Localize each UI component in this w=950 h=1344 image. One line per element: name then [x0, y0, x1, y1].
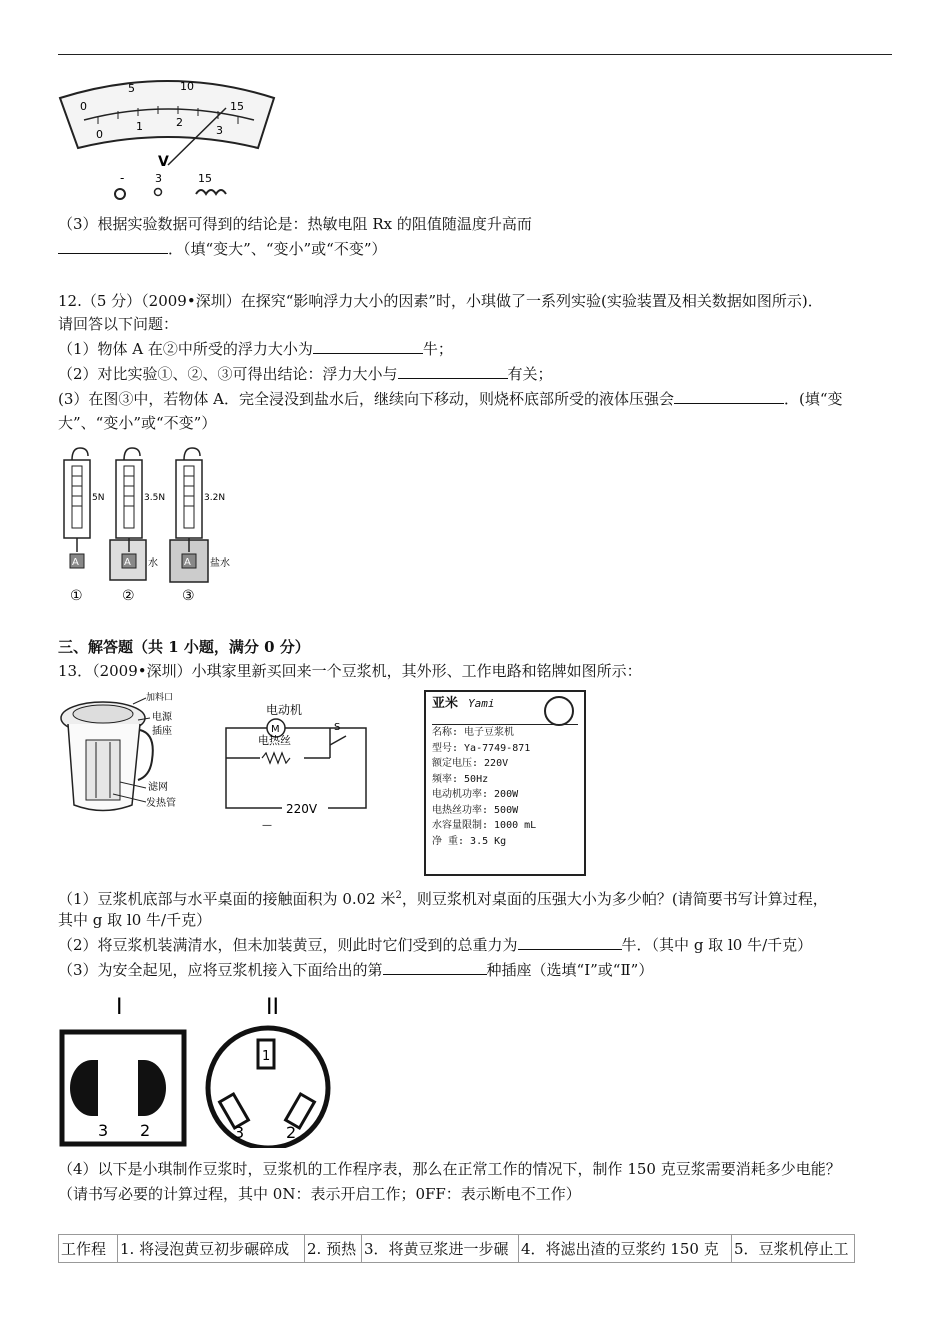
label-2: ②	[122, 588, 135, 604]
q12-line2: 请回答以下问题：	[58, 315, 179, 333]
svg-text:—: —	[262, 820, 272, 830]
q13-part1: （1）豆浆机底部与水平桌面的接触面积为 0.02 米$^2$，则豆浆机对桌面的压强大小为多少帕？(请简要书写计算过程，	[58, 890, 828, 908]
liquid-saltwater: 盐水	[210, 558, 230, 569]
sockets-figure	[58, 988, 338, 1148]
nameplate-row: 额定电压: 220V	[432, 758, 509, 769]
svg-text:1: 1	[262, 1049, 271, 1064]
svg-text:3: 3	[234, 1123, 245, 1142]
scale-bottom-3: 3	[216, 124, 223, 137]
soymilk-machine-figure	[58, 690, 198, 820]
scale-top-0: 0	[80, 100, 87, 113]
reading-3: 3.2N	[204, 493, 226, 503]
table-cell: 工作程	[59, 1235, 118, 1263]
voltmeter-unit: V	[158, 154, 169, 170]
terminal-15: 15	[198, 172, 212, 185]
nameplate	[424, 690, 586, 876]
scale-top-5: 5	[128, 82, 135, 95]
socket-1-label: I	[116, 995, 123, 1020]
q12-part3: (3）在图③中，若物体 A．完全浸没到盐水后，继续向下移动，则烧杯底部所受的液体压强会 ．(填“变	[58, 390, 843, 408]
svg-text:A: A	[184, 557, 191, 568]
nameplate-row: 水容量限制: 1000 mL	[432, 820, 537, 831]
answer-blank[interactable]	[674, 389, 784, 404]
svg-text:A: A	[124, 557, 131, 568]
scale-top-15: 15	[230, 100, 244, 113]
section3-heading: 三、解答题（共 1 小题，满分 0 分）	[58, 638, 310, 656]
nameplate-row: 频率: 50Hz	[432, 773, 489, 785]
nameplate-row: 净 重: 3.5 Kg	[432, 835, 507, 847]
svg-text:电源: 电源	[152, 712, 172, 723]
top-rule	[58, 54, 892, 55]
svg-text:电动机: 电动机	[266, 703, 303, 717]
table-row	[59, 1235, 855, 1263]
nameplate-row: 电热丝功率: 500W	[432, 804, 519, 816]
svg-text:A: A	[72, 557, 79, 568]
nameplate-row: 名称: 电子豆浆机	[432, 727, 515, 738]
spring-scale-figure	[58, 440, 248, 608]
terminal-3: 3	[155, 172, 162, 185]
nameplate-row: 电动机功率: 200W	[432, 789, 519, 800]
reading-1: 5N	[92, 493, 105, 503]
svg-text:发热管: 发热管	[146, 798, 176, 809]
q12-part1: （1）物体 A 在②中所受的浮力大小为 牛；	[58, 340, 453, 358]
label-1: ①	[70, 588, 83, 604]
q12-part2: （2）对比实验①、②、③可得出结论：浮力大小与 有关；	[58, 365, 553, 383]
svg-text:S: S	[334, 722, 341, 733]
q13-part3: （3）为安全起见，应将豆浆机接入下面给出的第 种插座（选填“Ⅰ”或“Ⅱ”）	[58, 961, 654, 979]
answer-blank[interactable]	[313, 339, 423, 354]
svg-text:加料口: 加料口	[146, 693, 174, 703]
answer-blank[interactable]	[518, 935, 622, 950]
scale-bottom-1: 1	[136, 120, 143, 133]
spring-scale-3	[170, 448, 230, 604]
table-cell: 4．将滤出渣的豆浆约 150 克	[519, 1235, 732, 1263]
answer-blank[interactable]	[398, 364, 508, 379]
socket-2-label: II	[266, 995, 279, 1020]
spring-scale-1	[64, 448, 104, 604]
nameplate-brand-en: Yami	[468, 697, 495, 710]
q13-intro: 13．（2009•深圳）小琪家里新买回来一个豆浆机，其外形、工作电路和铭牌如图所示：	[58, 662, 642, 680]
q12-line1: 12.（5 分）（2009•深圳）在探究“影响浮力大小的因素”时，小琪做了一系列实验(实验装置及相关数据如图所示)．	[58, 292, 823, 310]
svg-text:2: 2	[286, 1123, 297, 1142]
nameplate-row: 型号: Ya-7749-871	[432, 742, 531, 754]
q13-part4-cont: （请书写必要的计算过程，其中 0N：表示开启工作；0FF：表示断电不工作）	[58, 1185, 581, 1203]
voltmeter-figure	[58, 70, 278, 210]
ccc-logo-icon	[544, 696, 574, 726]
scale-bottom-0: 0	[96, 128, 103, 141]
svg-text:电热丝: 电热丝	[258, 734, 291, 747]
table-cell: 3．将黄豆浆进一步碾	[362, 1235, 519, 1263]
q11-part3-line2: ．（填“变大”、“变小”或“不变”）	[58, 238, 387, 260]
svg-text:220V: 220V	[286, 802, 318, 816]
q12-part3-cont: 大”、“变小”或“不变”）	[58, 414, 217, 432]
liquid-water: 水	[148, 558, 158, 569]
label-3: ③	[182, 588, 195, 604]
q13-part1-cont: 其中 g 取 l0 牛/千克）	[58, 911, 212, 929]
q13-part4: （4）以下是小琪制作豆浆时，豆浆机的工作程序表，那么在正常工作的情况下，制作 150 克豆浆需要消耗多少电能？	[58, 1160, 841, 1178]
answer-blank[interactable]	[58, 239, 168, 254]
scale-bottom-2: 2	[176, 116, 183, 129]
svg-text:M: M	[271, 724, 280, 735]
circuit-figure	[222, 700, 392, 830]
q11-part3-line1: （3）根据实验数据可得到的结论是：热敏电阻 Rx 的阻值随温度升高而	[58, 215, 532, 233]
table-cell: 5．豆浆机停止工	[732, 1235, 855, 1263]
work-program-table	[58, 1234, 855, 1263]
svg-text:3: 3	[98, 1121, 109, 1140]
spring-scale-2	[110, 448, 165, 604]
terminal-neg: -	[120, 171, 125, 185]
svg-text:插座: 插座	[152, 726, 172, 737]
svg-text:滤网: 滤网	[148, 782, 168, 793]
table-cell: 1. 将浸泡黄豆初步碾碎成	[118, 1235, 305, 1263]
answer-blank[interactable]	[383, 960, 487, 975]
svg-text:2: 2	[140, 1121, 151, 1140]
table-cell: 2. 预热	[305, 1235, 362, 1263]
reading-2: 3.5N	[144, 493, 166, 503]
scale-top-10: 10	[180, 80, 194, 93]
nameplate-brand: 亚米	[432, 696, 459, 711]
q13-part2: （2）将豆浆机装满清水，但未加装黄豆，则此时它们受到的总重力为 牛．（其中 g 取 l0 牛/千克）	[58, 936, 813, 954]
